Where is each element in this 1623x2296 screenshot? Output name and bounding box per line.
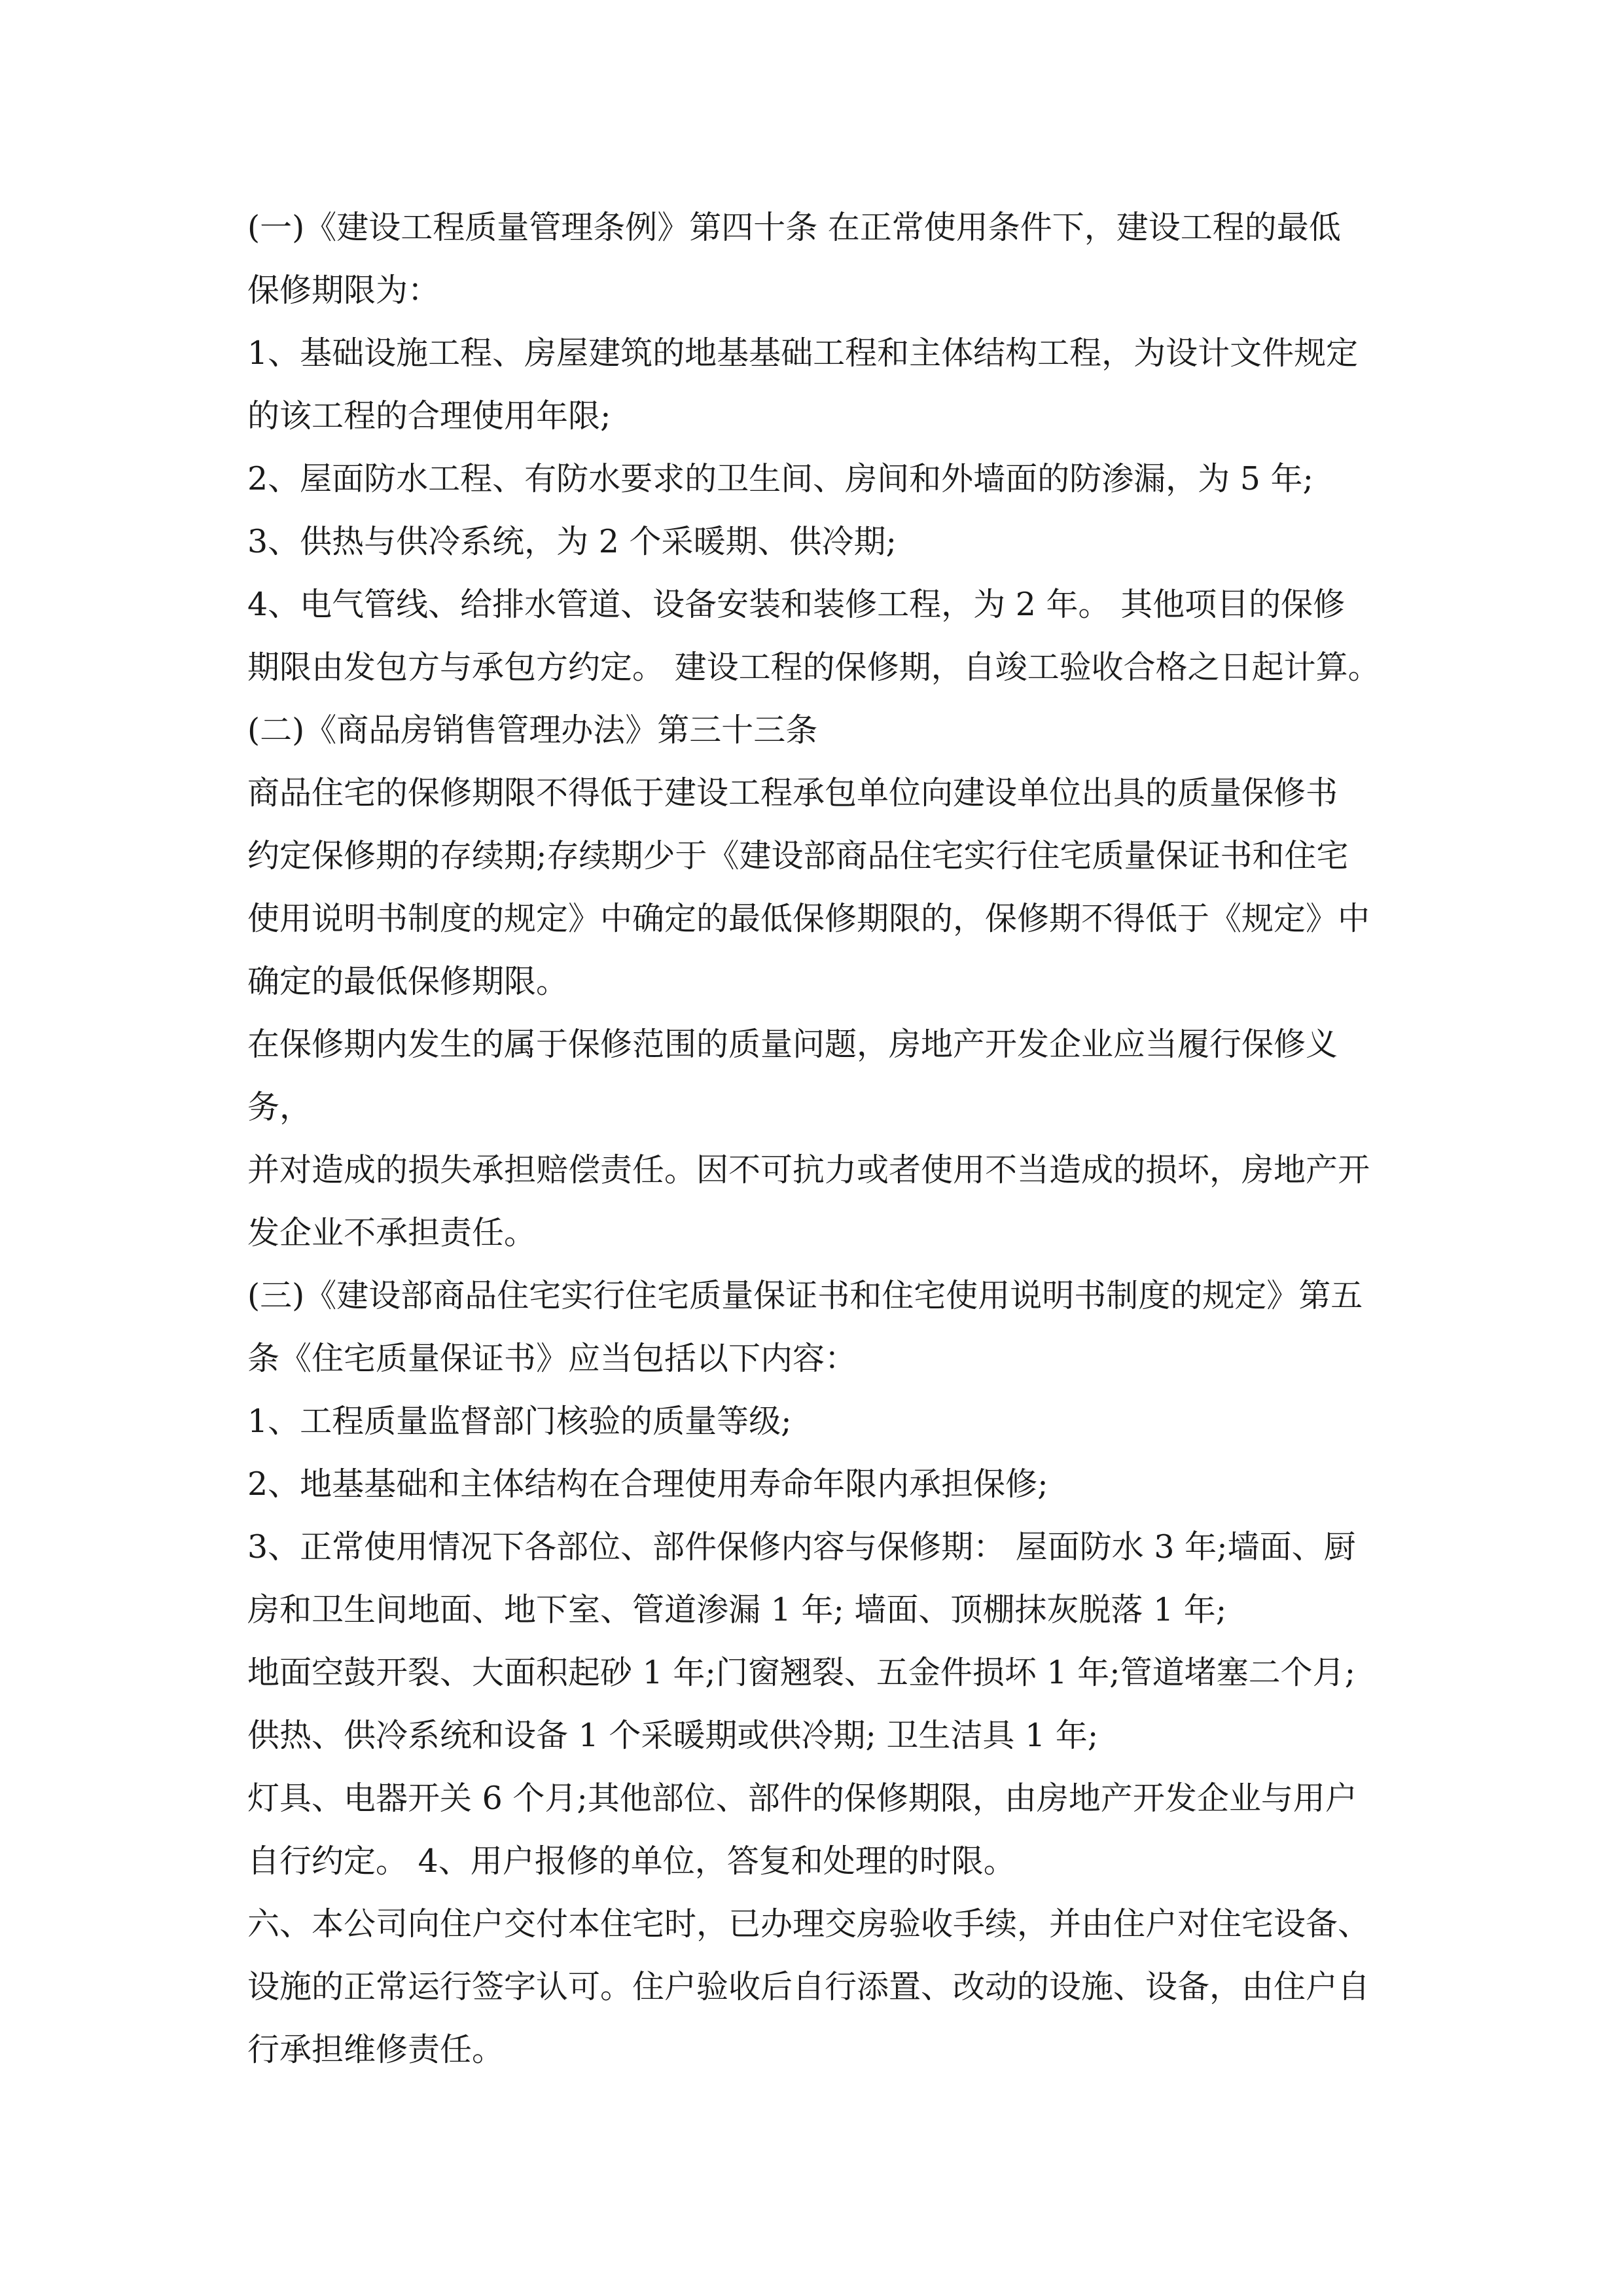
text-line: 设施的正常运行签字认可。住户验收后自行添置、改动的设施、设备，由住户自 [247, 1968, 1370, 2005]
text-line: (三)《建设部商品住宅实行住宅质量保证书和住宅使用说明书制度的规定》第五 [247, 1277, 1363, 1314]
text-line: 1、工程质量监督部门核验的质量等级; [247, 1403, 792, 1440]
text-line: 行承担维修责任。 [247, 2031, 505, 2068]
text-line: (二)《商品房销售管理办法》第三十三条 [247, 711, 818, 749]
text-line: 1、基础设施工程、房屋建筑的地基基础工程和主体结构工程，为设计文件规定 [247, 334, 1359, 372]
text-line: 在保修期内发生的属于保修范围的质量问题，房地产开发企业应当履行保修义务， [247, 1026, 1338, 1126]
text-line: 六、本公司向住户交付本住宅时，已办理交房验收手续，并由住户对住宅设备、 [247, 1905, 1370, 1943]
text-line: 确定的最低保修期限。 [247, 963, 569, 1000]
text-line: 保修期限为： [247, 272, 440, 309]
text-line: 2、地基基础和主体结构在合理使用寿命年限内承担保修; [247, 1465, 1048, 1503]
text-line: 3、正常使用情况下各部位、部件保修内容与保修期： 屋面防水 3 年;墙面、厨 [247, 1528, 1356, 1566]
text-line: 期限由发包方与承包方约定。 建设工程的保修期，自竣工验收合格之日起计算。 [247, 649, 1380, 686]
text-line: 的该工程的合理使用年限; [247, 397, 611, 435]
text-line: 约定保修期的存续期;存续期少于《建设部商品住宅实行住宅质量保证书和住宅 [247, 837, 1349, 874]
text-line: 并对造成的损失承担赔偿责任。因不可抗力或者使用不当造成的损坏，房地产开 [247, 1151, 1370, 1189]
text-line: 灯具、电器开关 6 个月;其他部位、部件的保修期限，由房地产开发企业与用户 [247, 1780, 1357, 1817]
text-line: 供热、供冷系统和设备 1 个采暖期或供冷期; 卫生洁具 1 年; [247, 1717, 1099, 1754]
text-line: (一)《建设工程质量管理条例》第四十条 在正常使用条件下，建设工程的最低 [247, 209, 1341, 246]
text-line: 自行约定。 4、用户报修的单位，答复和处理的时限。 [247, 1842, 1016, 1880]
text-line: 条《住宅质量保证书》应当包括以下内容： [247, 1340, 857, 1377]
text-line: 使用说明书制度的规定》中确定的最低保修期限的，保修期不得低于《规定》中 [247, 900, 1370, 937]
text-line: 地面空鼓开裂、大面积起砂 1 年;门窗翘裂、五金件损坏 1 年;管道堵塞二个月; [247, 1654, 1356, 1691]
text-line: 4、电气管线、给排水管道、设备安装和装修工程，为 2 年。 其他项目的保修 [247, 586, 1346, 623]
text-line: 发企业不承担责任。 [247, 1214, 537, 1251]
text-line: 3、供热与供冷系统，为 2 个采暖期、供冷期; [247, 523, 897, 560]
text-line: 商品住宅的保修期限不得低于建设工程承包单位向建设单位出具的质量保修书 [247, 774, 1338, 812]
text-line: 2、屋面防水工程、有防水要求的卫生间、房间和外墙面的防渗漏，为 5 年; [247, 460, 1314, 497]
document-body [247, 196, 1399, 2081]
text-line: 房和卫生间地面、地下室、管道渗漏 1 年; 墙面、顶棚抹灰脱落 1 年; [247, 1591, 1227, 1628]
